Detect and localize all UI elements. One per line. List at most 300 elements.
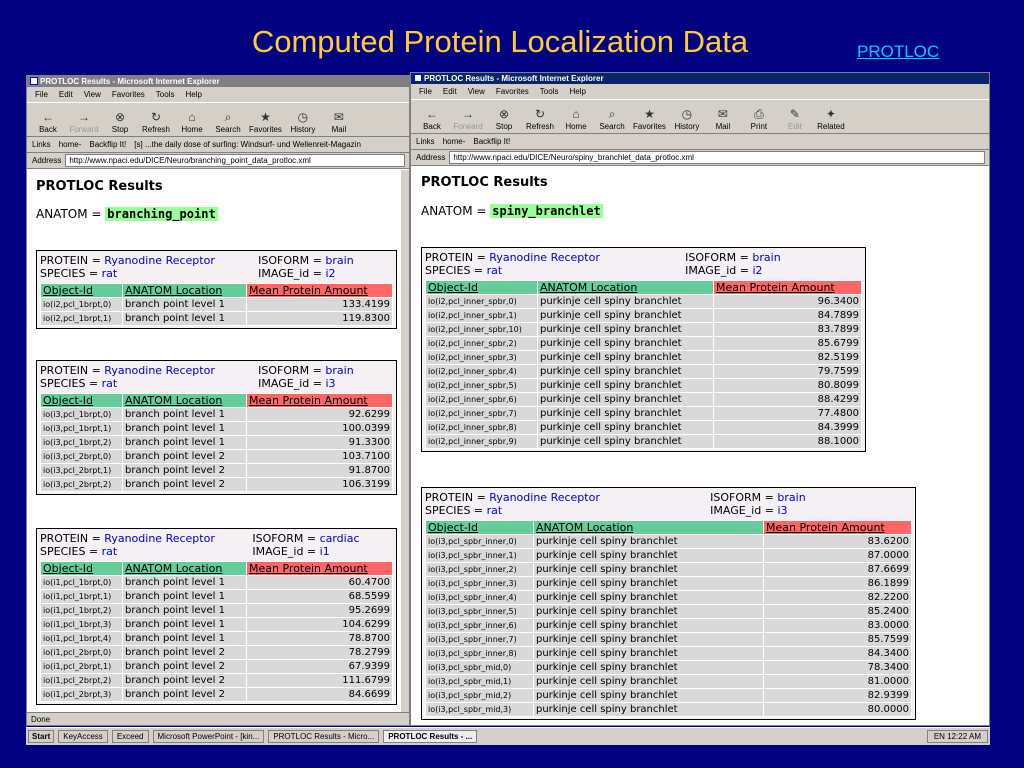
links-label: Links (416, 137, 435, 146)
anatom-line (36, 207, 218, 221)
anatom-location-cell: purkinje cell spiny branchlet (538, 393, 714, 407)
address-input[interactable]: http://www.npaci.edu/DICE/Neuro/branching_point_data_protloc.xml (65, 154, 405, 167)
column-header[interactable]: ANATOM Location (538, 281, 714, 295)
table-row (426, 619, 912, 633)
mean-amount-cell: 60.4700 (247, 576, 393, 590)
table-row (426, 351, 862, 365)
column-header[interactable]: Mean Protein Amount (764, 521, 912, 535)
menu-edit[interactable]: Edit (442, 87, 457, 96)
forward-icon: → (78, 110, 90, 124)
object-id-cell: io(i1,pcl_2brpt,2) (41, 674, 123, 688)
anatom-location-cell: purkinje cell spiny branchlet (534, 577, 764, 591)
species-line (40, 545, 248, 558)
image-line (710, 504, 912, 517)
species-line (40, 377, 254, 390)
menu-tools[interactable]: Tools (155, 90, 175, 99)
table-row (426, 535, 912, 549)
protein-value: Ryanodine Receptor (104, 532, 215, 545)
image-line (252, 545, 393, 558)
isoform-line (710, 491, 912, 504)
mean-amount-cell: 86.1899 (764, 577, 912, 591)
mean-amount-cell: 84.3400 (764, 647, 912, 661)
mean-amount-cell: 87.6699 (764, 563, 912, 577)
object-id-cell: io(i1,pcl_1brpt,2) (41, 604, 123, 618)
search-label: Search (599, 122, 625, 131)
image-line (258, 267, 393, 280)
mean-amount-cell: 77.4800 (714, 407, 862, 421)
print-label: Print (750, 122, 768, 131)
favorites-button[interactable] (633, 106, 666, 131)
taskbar-item[interactable]: PROTLOC Results - ... (383, 730, 477, 743)
protein-value: Ryanodine Receptor (489, 491, 600, 504)
mean-amount-cell: 91.8700 (247, 464, 393, 478)
anatom-location-cell: purkinje cell spiny branchlet (534, 591, 764, 605)
related-button[interactable] (816, 106, 846, 131)
image-line (258, 377, 393, 390)
object-id-cell: io(i3,pcl_1brpt,1) (41, 422, 123, 436)
object-id-cell: io(i3,pcl_spbr_inner,5) (426, 605, 534, 619)
mean-amount-cell: 80.0000 (764, 703, 912, 717)
object-id-cell: io(i3,pcl_spbr_inner,7) (426, 633, 534, 647)
anatom-location-cell: branch point level 2 (123, 450, 247, 464)
table-row (41, 576, 393, 590)
mean-amount-cell: 84.7899 (714, 309, 862, 323)
mail-button[interactable] (708, 106, 738, 131)
link-item[interactable]: home- (58, 140, 82, 149)
mean-amount-cell: 88.1000 (714, 435, 862, 449)
table-row (41, 646, 393, 660)
column-header[interactable]: Object-Id (426, 281, 538, 295)
protein-table (40, 283, 393, 326)
mail-button[interactable] (324, 109, 354, 134)
column-header[interactable]: Mean Protein Amount (714, 281, 862, 295)
stop-label: Stop (495, 122, 513, 131)
home-icon: ⌂ (572, 107, 580, 121)
protein-line (40, 364, 254, 377)
table-row (426, 563, 912, 577)
object-id-cell: io(i1,pcl_1brpt,0) (41, 576, 123, 590)
table-row (426, 647, 912, 661)
back-button[interactable] (417, 106, 447, 131)
table-row (426, 323, 862, 337)
print-icon: ⎙ (754, 107, 764, 121)
back-icon: ← (426, 107, 438, 121)
mean-amount-cell: 67.9399 (247, 660, 393, 674)
object-id-cell: io(i1,pcl_2brpt,0) (41, 646, 123, 660)
column-header[interactable]: Mean Protein Amount (247, 394, 393, 408)
mean-amount-cell: 83.6200 (764, 535, 912, 549)
results-title: PROTLOC Results (36, 179, 163, 194)
object-id-cell: io(i3,pcl_2brpt,1) (41, 464, 123, 478)
related-icon: ✦ (825, 107, 836, 121)
table-row (41, 436, 393, 450)
stop-icon: ⊗ (114, 110, 126, 124)
links-label: Links (32, 140, 51, 149)
refresh-button[interactable] (525, 106, 555, 131)
object-id-cell: io(i2,pcl_inner_spbr,5) (426, 379, 538, 393)
anatom-location-cell: purkinje cell spiny branchlet (534, 563, 764, 577)
anatom-location-cell: purkinje cell spiny branchlet (534, 605, 764, 619)
species-line (40, 267, 254, 280)
menu-favorites[interactable]: Favorites (495, 87, 529, 96)
anatom-location-cell: purkinje cell spiny branchlet (534, 535, 764, 549)
language-indicator[interactable]: EN (933, 732, 948, 741)
object-id-cell: io(i3,pcl_spbr_inner,8) (426, 647, 534, 661)
protein-line (40, 532, 248, 545)
isoform-label: ISOFORM = (685, 251, 753, 264)
protein-group (421, 487, 916, 720)
mean-amount-cell: 81.0000 (764, 675, 912, 689)
table-row (426, 591, 912, 605)
anatom-location-cell: branch point level 2 (123, 674, 247, 688)
edit-icon: ✎ (789, 107, 800, 121)
favorites-icon: ★ (260, 110, 271, 124)
home-label: Home (181, 125, 203, 134)
image-value: i2 (752, 264, 763, 277)
mean-amount-cell: 96.3400 (714, 295, 862, 309)
mean-amount-cell: 80.8099 (714, 379, 862, 393)
home-button[interactable] (177, 109, 207, 134)
menu-file[interactable]: File (419, 87, 432, 96)
protein-info (40, 364, 393, 390)
status-text: Done (31, 715, 51, 724)
menu-edit[interactable]: Edit (58, 90, 73, 99)
mean-amount-cell: 119.8300 (247, 312, 393, 326)
image-label: IMAGE_id = (258, 377, 326, 390)
menu-tools[interactable]: Tools (539, 87, 559, 96)
table-header-row (426, 281, 862, 295)
table-row (426, 549, 912, 563)
table-row (41, 464, 393, 478)
refresh-label: Refresh (525, 122, 554, 131)
left-linksbar (27, 137, 409, 153)
mean-amount-cell: 88.4299 (714, 393, 862, 407)
history-button[interactable] (672, 106, 702, 131)
column-header[interactable]: ANATOM Location (534, 521, 764, 535)
protein-label: PROTEIN = (40, 364, 105, 377)
left-titlebar[interactable]: PROTLOC Results - Microsoft Internet Explorer (27, 76, 409, 87)
home-icon: ⌂ (188, 110, 196, 124)
isoform-line (685, 251, 862, 264)
menu-help[interactable]: Help (185, 90, 202, 99)
anatom-location-cell: purkinje cell spiny branchlet (538, 337, 714, 351)
table-row (426, 379, 862, 393)
anatom-value: branching_point (107, 207, 216, 221)
table-header-row (41, 284, 393, 298)
isoform-label: ISOFORM = (258, 254, 326, 267)
anatom-location-cell: purkinje cell spiny branchlet (538, 365, 714, 379)
protein-info (40, 254, 393, 280)
protein-group (421, 247, 866, 452)
stop-icon: ⊗ (498, 107, 510, 121)
table-row (41, 632, 393, 646)
link-item[interactable]: Backflip It! (89, 140, 127, 149)
table-row (426, 577, 912, 591)
protein-info (40, 532, 393, 558)
image-value: i2 (325, 267, 336, 280)
species-label: SPECIES = (425, 504, 487, 517)
favorites-button[interactable] (249, 109, 282, 134)
table-row (426, 393, 862, 407)
object-id-cell: io(i3,pcl_spbr_inner,4) (426, 591, 534, 605)
column-header[interactable]: Object-Id (41, 562, 123, 576)
column-header[interactable]: Object-Id (41, 394, 123, 408)
protein-value: Ryanodine Receptor (104, 254, 215, 267)
table-row (41, 590, 393, 604)
stop-button[interactable] (489, 106, 519, 131)
left-menubar (27, 87, 409, 103)
species-label: SPECIES = (40, 545, 102, 558)
search-button[interactable] (213, 109, 243, 134)
related-label: Related (817, 122, 845, 131)
table-row (426, 309, 862, 323)
menu-favorites[interactable]: Favorites (111, 90, 145, 99)
taskbar-item[interactable]: Microsoft PowerPoint - [kin... (153, 730, 265, 743)
column-header[interactable]: ANATOM Location (123, 562, 247, 576)
object-id-cell: io(i2,pcl_inner_spbr,8) (426, 421, 538, 435)
table-row (41, 450, 393, 464)
left-toolbar (27, 103, 409, 137)
table-row (41, 298, 393, 312)
link-item[interactable]: home- (442, 137, 466, 146)
image-value: i3 (777, 504, 788, 517)
isoform-label: ISOFORM = (258, 364, 326, 377)
isoform-value: brain (752, 251, 781, 264)
anatom-location-cell: purkinje cell spiny branchlet (538, 351, 714, 365)
table-row (426, 675, 912, 689)
object-id-cell: io(i3,pcl_spbr_inner,3) (426, 577, 534, 591)
object-id-cell: io(i1,pcl_1brpt,4) (41, 632, 123, 646)
object-id-cell: io(i2,pcl_inner_spbr,10) (426, 323, 538, 337)
object-id-cell: io(i3,pcl_spbr_inner,1) (426, 549, 534, 563)
refresh-button[interactable] (141, 109, 171, 134)
object-id-cell: io(i3,pcl_spbr_mid,1) (426, 675, 534, 689)
search-icon: ⌕ (224, 110, 232, 124)
history-button[interactable] (288, 109, 318, 134)
table-row (426, 295, 862, 309)
column-header[interactable]: Object-Id (41, 284, 123, 298)
mean-amount-cell: 103.7100 (247, 450, 393, 464)
refresh-icon: ↻ (150, 110, 162, 124)
species-value: rat (486, 504, 503, 517)
object-id-cell: io(i1,pcl_2brpt,1) (41, 660, 123, 674)
forward-label: Forward (69, 125, 99, 134)
mean-amount-cell: 85.6799 (714, 337, 862, 351)
mean-amount-cell: 78.8700 (247, 632, 393, 646)
species-line (425, 504, 706, 517)
object-id-cell: io(i2,pcl_inner_spbr,7) (426, 407, 538, 421)
taskbar-item[interactable]: PROTLOC Results - Micro... (268, 730, 379, 743)
back-button[interactable] (33, 109, 63, 134)
protloc-link[interactable]: PROTLOC (857, 42, 940, 61)
mean-amount-cell: 83.0000 (764, 619, 912, 633)
mean-amount-cell: 95.2699 (247, 604, 393, 618)
protein-label: PROTEIN = (425, 251, 490, 264)
favorites-label: Favorites (249, 125, 282, 134)
column-header[interactable]: ANATOM Location (123, 284, 247, 298)
object-id-cell: io(i3,pcl_spbr_inner,0) (426, 535, 534, 549)
column-header[interactable]: ANATOM Location (123, 394, 247, 408)
search-icon: ⌕ (608, 107, 616, 121)
species-value: rat (101, 545, 118, 558)
search-label: Search (215, 125, 241, 134)
object-id-cell: io(i3,pcl_2brpt,0) (41, 450, 123, 464)
anatom-label: ANATOM = (36, 207, 102, 221)
anatom-location-cell: purkinje cell spiny branchlet (534, 661, 764, 675)
isoform-value: cardiac (319, 532, 360, 545)
mean-amount-cell: 91.3300 (247, 436, 393, 450)
right-toolbar (411, 100, 989, 134)
mean-amount-cell: 82.2200 (764, 591, 912, 605)
mean-amount-cell: 68.5599 (247, 590, 393, 604)
protein-group (36, 360, 397, 495)
table-row (426, 633, 912, 647)
left-scrollbar[interactable] (401, 170, 409, 712)
protein-label: PROTEIN = (425, 491, 490, 504)
edit-button[interactable] (780, 106, 810, 131)
object-id-cell: io(i2,pcl_inner_spbr,4) (426, 365, 538, 379)
anatom-location-cell: purkinje cell spiny branchlet (538, 295, 714, 309)
table-row (426, 337, 862, 351)
mean-amount-cell: 104.6299 (247, 618, 393, 632)
mean-amount-cell: 78.3400 (764, 661, 912, 675)
object-id-cell: io(i3,pcl_spbr_inner,6) (426, 619, 534, 633)
left-content (27, 170, 409, 712)
forward-button[interactable] (69, 109, 99, 134)
anatom-location-cell: purkinje cell spiny branchlet (538, 379, 714, 393)
anatom-location-cell: purkinje cell spiny branchlet (534, 549, 764, 563)
table-row (41, 312, 393, 326)
column-header[interactable]: Mean Protein Amount (247, 562, 393, 576)
anatom-value: spiny_branchlet (492, 204, 601, 218)
table-row (41, 478, 393, 492)
right-titlebar[interactable]: PROTLOC Results - Microsoft Internet Explorer (411, 73, 989, 84)
anatom-location-cell: branch point level 1 (123, 576, 247, 590)
forward-icon: → (462, 107, 474, 121)
table-header-row (41, 562, 393, 576)
anatom-location-cell: branch point level 2 (123, 646, 247, 660)
home-button[interactable] (561, 106, 591, 131)
right-content (411, 167, 989, 725)
image-label: IMAGE_id = (710, 504, 778, 517)
anatom-location-cell: purkinje cell spiny branchlet (534, 647, 764, 661)
taskbar-item[interactable]: KeyAccess (58, 730, 108, 743)
image-label: IMAGE_id = (252, 545, 320, 558)
results-title: PROTLOC Results (421, 175, 548, 190)
object-id-cell: io(i2,pcl_inner_spbr,9) (426, 435, 538, 449)
right-linksbar (411, 134, 989, 150)
address-label: Address (416, 153, 446, 162)
isoform-value: brain (325, 364, 354, 377)
search-button[interactable] (597, 106, 627, 131)
taskbar-item[interactable]: Exceed (112, 730, 149, 743)
protein-info (425, 491, 912, 517)
mail-icon: ✉ (333, 110, 344, 124)
menu-view[interactable]: View (83, 90, 101, 99)
anatom-location-cell: branch point level 2 (123, 688, 247, 702)
anatom-location-cell: branch point level 1 (123, 298, 247, 312)
table-header-row (426, 521, 912, 535)
mail-label: Mail (715, 122, 731, 131)
anatom-location-cell: branch point level 1 (123, 590, 247, 604)
object-id-cell: io(i3,pcl_spbr_mid,0) (426, 661, 534, 675)
anatom-location-cell: purkinje cell spiny branchlet (538, 323, 714, 337)
anatom-location-cell: branch point level 1 (123, 436, 247, 450)
protein-info (425, 251, 862, 277)
print-button[interactable] (744, 106, 774, 131)
table-row (426, 661, 912, 675)
column-header[interactable]: Mean Protein Amount (247, 284, 393, 298)
species-label: SPECIES = (40, 267, 102, 280)
object-id-cell: io(i3,pcl_1brpt,2) (41, 436, 123, 450)
image-label: IMAGE_id = (258, 267, 326, 280)
image-value: i1 (319, 545, 330, 558)
system-tray (927, 730, 988, 743)
anatom-location-cell: purkinje cell spiny branchlet (534, 675, 764, 689)
table-row (41, 604, 393, 618)
mean-amount-cell: 87.0000 (764, 549, 912, 563)
table-row (41, 422, 393, 436)
start-button[interactable]: Start (28, 730, 54, 743)
object-id-cell: io(i1,pcl_1brpt,1) (41, 590, 123, 604)
slide-title: Computed Protein Localization Data (251, 24, 749, 59)
forward-button[interactable] (453, 106, 483, 131)
mean-amount-cell: 82.9399 (764, 689, 912, 703)
address-input[interactable]: http://www.npaci.edu/DICE/Neuro/spiny_branchlet_data_protloc.xml (449, 151, 985, 164)
object-id-cell: io(i3,pcl_spbr_mid,2) (426, 689, 534, 703)
protein-table (425, 520, 912, 717)
menu-file[interactable]: File (35, 90, 48, 99)
stop-button[interactable] (105, 109, 135, 134)
home-label: Home (565, 122, 587, 131)
anatom-location-cell: branch point level 1 (123, 312, 247, 326)
mean-amount-cell: 82.5199 (714, 351, 862, 365)
table-header-row (41, 394, 393, 408)
isoform-line (258, 364, 393, 377)
species-label: SPECIES = (40, 377, 102, 390)
protein-table (40, 561, 393, 702)
menu-view[interactable]: View (467, 87, 485, 96)
mean-amount-cell: 111.6799 (247, 674, 393, 688)
anatom-line (421, 204, 603, 218)
object-id-cell: io(i3,pcl_2brpt,2) (41, 478, 123, 492)
table-row (426, 703, 912, 717)
mail-label: Mail (331, 125, 347, 134)
object-id-cell: io(i3,pcl_spbr_mid,3) (426, 703, 534, 717)
menu-help[interactable]: Help (569, 87, 586, 96)
mean-amount-cell: 84.3999 (714, 421, 862, 435)
object-id-cell: io(i2,pcl_inner_spbr,3) (426, 351, 538, 365)
object-id-cell: io(i2,pcl_1brpt,1) (41, 312, 123, 326)
back-icon: ← (42, 110, 54, 124)
mean-amount-cell: 133.4199 (247, 298, 393, 312)
object-id-cell: io(i2,pcl_inner_spbr,6) (426, 393, 538, 407)
mean-amount-cell: 106.3199 (247, 478, 393, 492)
anatom-location-cell: purkinje cell spiny branchlet (538, 407, 714, 421)
anatom-location-cell: branch point level 2 (123, 464, 247, 478)
mean-amount-cell: 100.0399 (247, 422, 393, 436)
isoform-label: ISOFORM = (252, 532, 320, 545)
column-header[interactable]: Object-Id (426, 521, 534, 535)
anatom-location-cell: branch point level 1 (123, 422, 247, 436)
species-value: rat (101, 377, 118, 390)
link-item[interactable]: [s] ...the daily dose of surfing: Windsurf- und Wellenreit-Magazin (134, 140, 361, 149)
mean-amount-cell: 83.7899 (714, 323, 862, 337)
table-row (41, 688, 393, 702)
mean-amount-cell: 85.2400 (764, 605, 912, 619)
ie-icon (30, 77, 38, 85)
link-item[interactable]: Backflip It! (473, 137, 511, 146)
